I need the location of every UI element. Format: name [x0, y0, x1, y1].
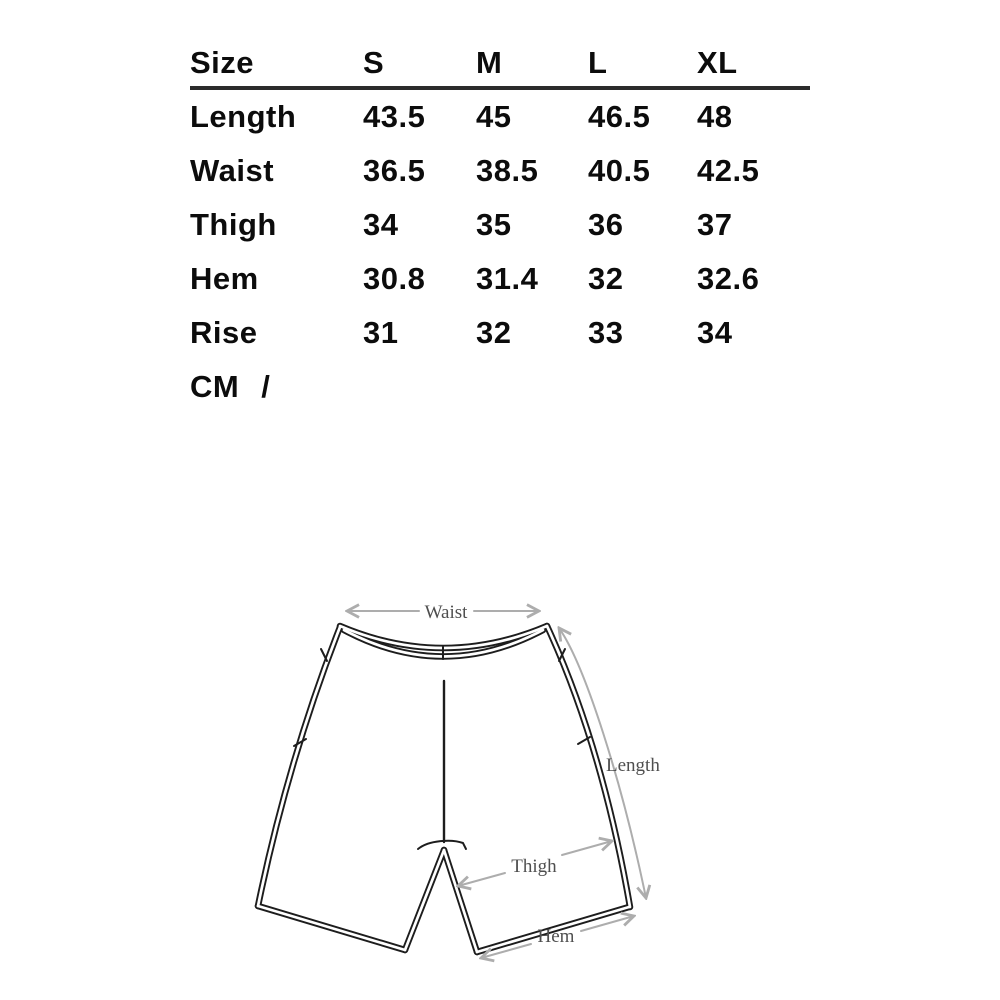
cell: 36 — [588, 207, 624, 242]
cell: 38.5 — [476, 153, 539, 188]
row-label: Hem — [190, 261, 259, 296]
row-label: Length — [190, 99, 297, 134]
row-label: Waist — [190, 153, 275, 188]
cell: 32 — [476, 315, 512, 350]
unit-separator: / — [261, 369, 271, 404]
waist-measure-label: Waist — [424, 602, 468, 623]
cell: 33 — [588, 315, 624, 350]
length-measure-label: Length — [606, 755, 660, 776]
thigh-arrow — [562, 841, 612, 855]
column-header-m: M — [476, 45, 503, 80]
row-label: Rise — [190, 315, 258, 350]
column-header-xl: XL — [697, 45, 738, 80]
column-header-size: Size — [190, 45, 255, 80]
thigh-arrow — [458, 873, 505, 886]
cell: 40.5 — [588, 153, 651, 188]
cell: 30.8 — [363, 261, 426, 296]
unit-label: CM — [190, 369, 240, 404]
cell: 37 — [697, 207, 733, 242]
cell: 35 — [476, 207, 512, 242]
cell: 31 — [363, 315, 399, 350]
cell: 36.5 — [363, 153, 426, 188]
column-header-s: S — [363, 45, 385, 80]
thigh-measure-label: Thigh — [511, 856, 557, 877]
cell: 48 — [697, 99, 733, 134]
shorts-outline-drawing — [258, 626, 630, 952]
cell: 42.5 — [697, 153, 760, 188]
column-header-l: L — [588, 45, 608, 80]
cell: 32 — [588, 261, 624, 296]
cell: 34 — [697, 315, 733, 350]
row-label: Thigh — [190, 207, 277, 242]
cell: 31.4 — [476, 261, 539, 296]
hem-measure-label: Hem — [537, 926, 575, 947]
cell: 45 — [476, 99, 512, 134]
cell: 34 — [363, 207, 399, 242]
cell: 46.5 — [588, 99, 651, 134]
cell: 43.5 — [363, 99, 426, 134]
cell: 32.6 — [697, 261, 760, 296]
